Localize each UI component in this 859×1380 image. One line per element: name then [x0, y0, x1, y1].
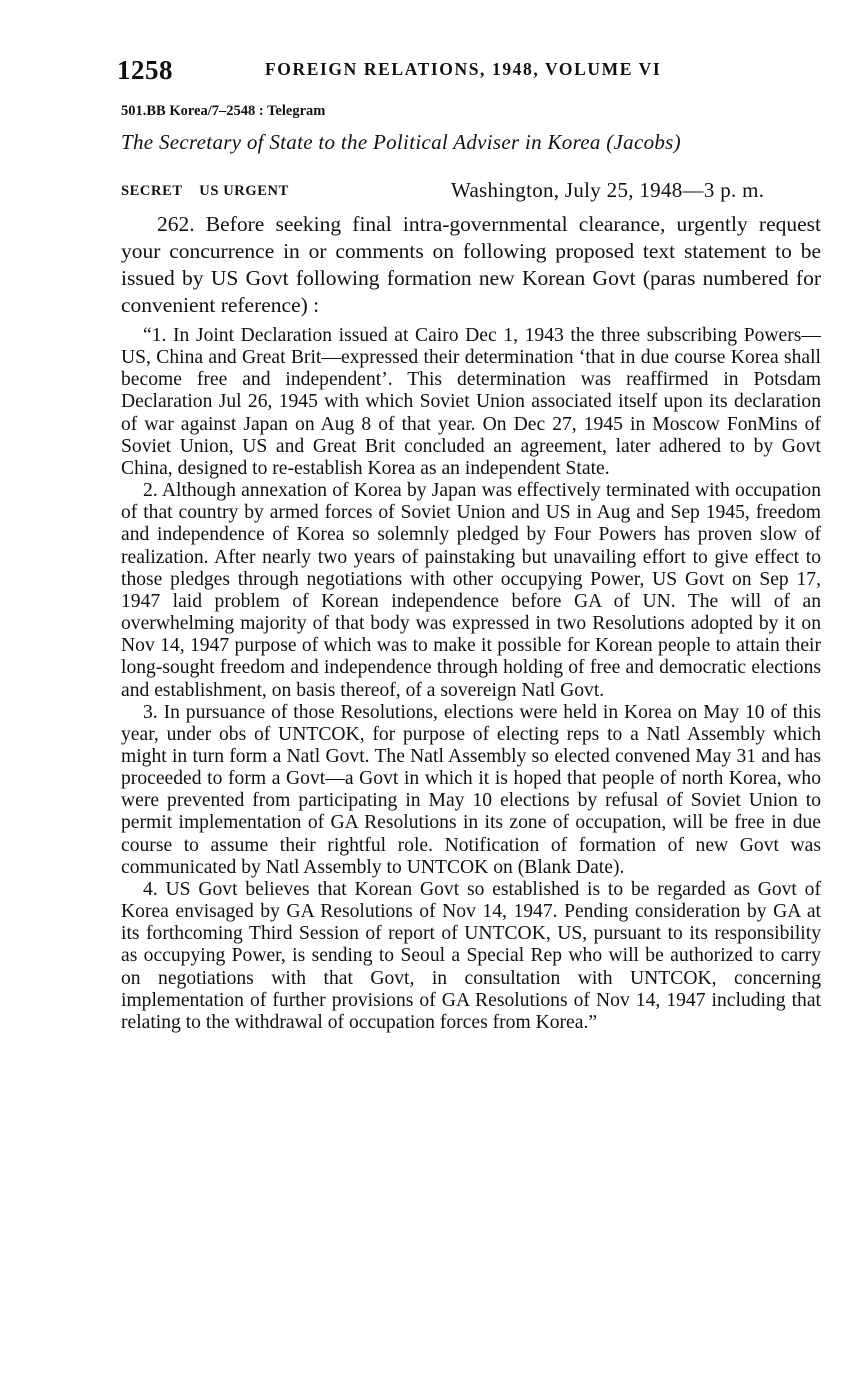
intro-paragraph: 262. Before seeking final intra-governmental clearance, urgently request your concurrence in or comments on following proposed text statement to be issued by US Govt following formation new Korean Govt (paras numbered for convenient reference) :: [121, 212, 821, 317]
page-number: 1258: [117, 55, 173, 85]
dateline: [121, 178, 821, 208]
place-and-date: Washington, July 25, 1948—3 p. m.: [451, 178, 765, 202]
document-title: The Secretary of State to the Political Adviser in Korea (Jacobs): [121, 130, 681, 154]
statement-paragraph-4: 4. US Govt believes that Korean Govt so established is to be regarded as Govt of Korea envisaged by GA Resolutions of Nov 14, 1947. Pending consideration by GA at its forthcoming Third Session of report of UNTCOK, US, pursuant to its responsibility as occupying Power, is sending to Seoul a Special Rep who will be authorized to carry on negotiations with that Govt, in consultation with UNTCOK, concerning implementation of further provisions of GA Resolutions of Nov 14, 1947 including that relating to the withdrawal of occupation forces from Korea.”: [121, 878, 821, 1033]
file-reference: 501.BB Korea/7–2548 : Telegram: [121, 103, 326, 119]
running-head: [117, 55, 817, 85]
proposed-statement: [121, 325, 821, 1034]
statement-paragraph-1: “1. In Joint Declaration issued at Cairo Dec 1, 1943 the three subscribing Powers—US, China and Great Brit—expressed their determination ‘that in due course Korea shall become free and independent’. This determination was reaffirmed in Potsdam Declaration Jul 26, 1945 with which Soviet Union associated itself upon its declaration of war against Japan on Aug 8 of that year. On Dec 27, 1945 in Moscow FonMins of Soviet Union, US and Great Brit concluded an agreement, later adhered to by Govt China, designed to re-establish Korea as an independent State.: [121, 325, 821, 479]
running-title: FOREIGN RELATIONS, 1948, VOLUME VI: [265, 59, 662, 79]
classification-marking: SECRET US URGENT: [121, 183, 289, 199]
statement-paragraph-2: 2. Although annexation of Korea by Japan was effectively terminated with occupation of that country by armed forces of Soviet Union and US in Aug and Sep 1945, freedom and independence of Korea so solemnly pledged by Four Powers has proven slow of realization. After nearly two years of painstaking but unavailing effort to give effect to those pledges through negotiations with other occupying Power, US Govt on Sep 17, 1947 laid problem of Korean independence before GA of UN. The will of an overwhelming majority of that body was expressed in two Resolutions adopted by it on Nov 14, 1947 purpose of which was to make it possible for Korean people to attain their long-sought freedom and independence through holding of free and democratic elections and establishment, on basis thereof, of a sovereign Natl Govt.: [121, 480, 821, 701]
statement-paragraph-3: 3. In pursuance of those Resolutions, elections were held in Korea on May 10 of this year, under obs of UNTCOK, for purpose of electing reps to a Natl Assembly which might in turn form a Natl Govt. The Natl Assembly so elected convened May 31 and has proceeded to form a Govt—a Govt in which it is hoped that people of north Korea, who were prevented from participating in May 10 elections by refusal of Soviet Union to permit implementation of GA Resolutions in its zone of occupation, will be free in due course to assume their rightful role. Notification of formation of new Govt was communicated by Natl Assembly to UNTCOK on (Blank Date).: [121, 701, 821, 878]
